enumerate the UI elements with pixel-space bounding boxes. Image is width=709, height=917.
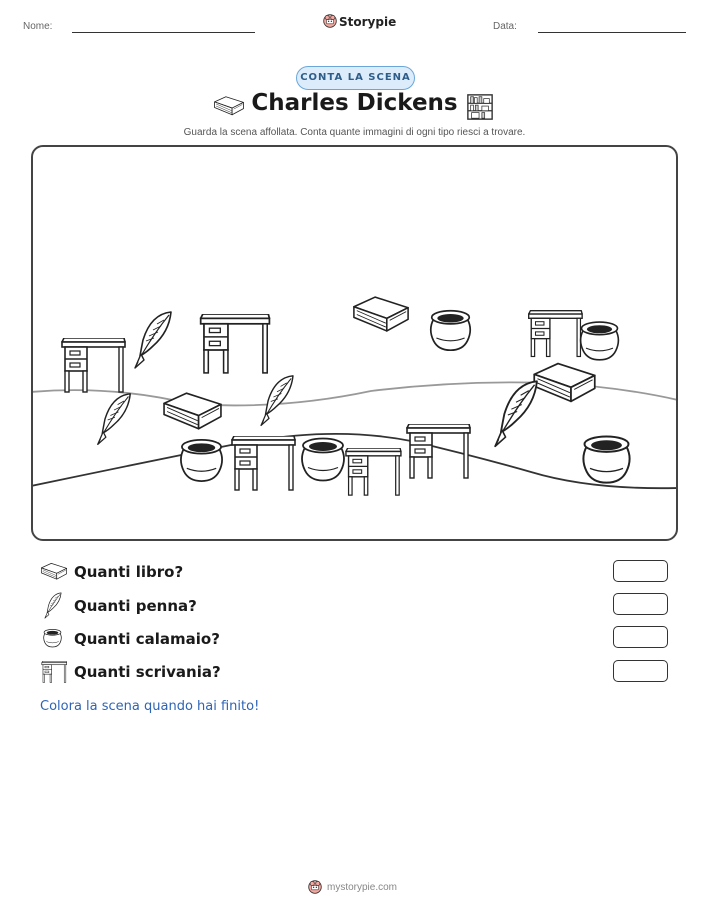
book-icon	[164, 393, 221, 429]
page-title: Charles Dickens	[251, 90, 458, 116]
quill-icon	[98, 394, 131, 445]
book-icon	[40, 562, 68, 581]
question-desks: Quanti scrivania?	[74, 663, 221, 681]
desk-icon	[232, 436, 295, 490]
book-icon	[534, 364, 595, 402]
name-label: Nome:	[23, 21, 53, 32]
answer-box-books[interactable]	[613, 560, 668, 582]
footer-url[interactable]: mystorypie.com	[327, 882, 398, 893]
desk-icon	[529, 311, 582, 357]
desk-icon	[346, 448, 401, 495]
quill-icon	[135, 312, 171, 368]
inkpot-icon	[431, 311, 470, 350]
answer-box-quills[interactable]	[613, 593, 668, 615]
scene-tag: CONTA LA SCENA	[296, 66, 415, 90]
answer-box-desks[interactable]	[613, 660, 668, 682]
date-label: Data:	[493, 21, 517, 32]
desk-icon	[41, 661, 67, 683]
scene-box	[31, 145, 678, 541]
name-line[interactable]	[72, 32, 255, 33]
inkpot-icon	[302, 439, 344, 481]
book-icon	[354, 297, 408, 331]
quill-icon	[261, 376, 293, 426]
question-inkpots: Quanti calamaio?	[74, 630, 220, 648]
instructions: Guarda la scena affollata. Conta quante immagini di ogni tipo riesci a trovare.	[183, 127, 526, 138]
quill-icon	[495, 381, 537, 446]
inkpot-icon	[42, 628, 63, 648]
date-line[interactable]	[538, 32, 686, 33]
inkpot-icon	[581, 322, 619, 360]
scene-illustration	[31, 145, 678, 541]
storypie-logo-icon	[308, 880, 322, 894]
inkpot-icon	[583, 436, 629, 482]
question-quills: Quanti penna?	[74, 597, 197, 615]
desk-icon	[62, 338, 125, 392]
coloring-note: Colora la scena quando hai finito!	[40, 699, 260, 714]
quill-icon	[43, 592, 63, 620]
bookshelf-icon	[466, 93, 494, 121]
desk-icon	[407, 424, 470, 478]
brand-name: Storypie	[339, 15, 397, 29]
desk-icon	[201, 314, 270, 373]
storypie-logo-icon	[323, 14, 337, 28]
answer-box-inkpots[interactable]	[613, 626, 668, 648]
question-books: Quanti libro?	[74, 563, 184, 581]
inkpot-icon	[181, 440, 222, 481]
